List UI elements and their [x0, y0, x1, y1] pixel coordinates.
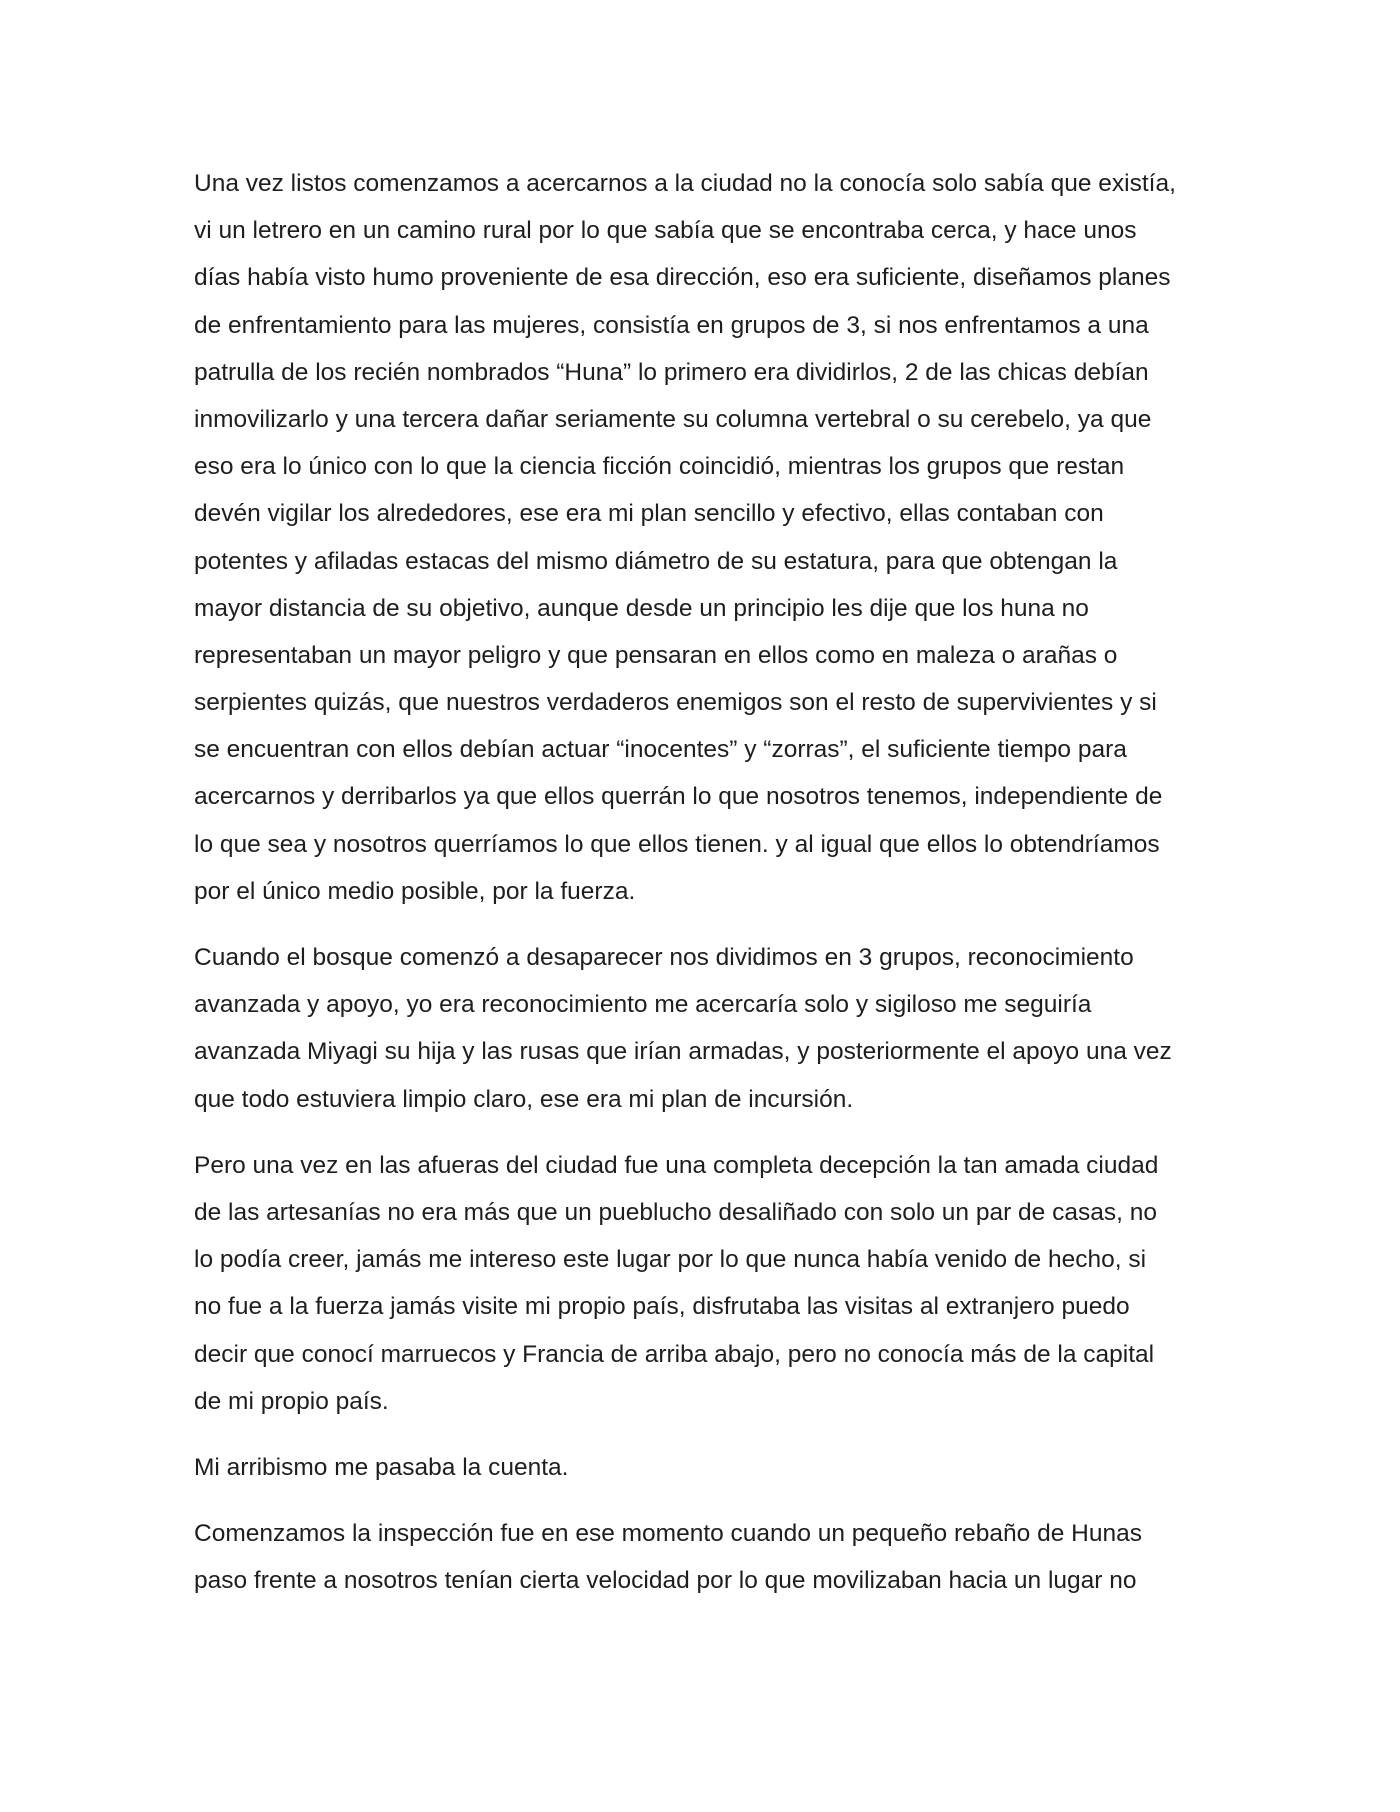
- text-line: decir que conocí marruecos y Francia de arriba abajo, pero no conocía más de la capital: [194, 1340, 1155, 1368]
- text-line: Cuando el bosque comenzó a desaparecer nos dividimos en 3 grupos, reconocimiento: [194, 944, 1134, 971]
- text-line: Mi arribismo me pasaba la cuenta.: [194, 1453, 569, 1481]
- text-line: lo que sea y nosotros querríamos lo que ellos tienen. y al igual que ellos lo obtendríamos: [194, 830, 1160, 858]
- text-line: vi un letrero en un camino rural por lo que sabía que se encontraba cerca, y hace unos: [194, 217, 1137, 245]
- text-line: avanzada Miyagi su hija y las rusas que irían armadas, y posteriormente el apoyo una vez: [194, 1038, 1172, 1066]
- text-line: no fue a la fuerza jamás visite mi propio país, disfrutaba las visitas al extranjero puedo: [194, 1293, 1130, 1321]
- text-line: potentes y afiladas estacas del mismo diámetro de su estatura, para que obtengan la: [194, 547, 1118, 575]
- text-line: acercarnos y derribarlos ya que ellos querrán lo que nosotros tenemos, independiente de: [194, 783, 1163, 811]
- text-line: se encuentran con ellos debían actuar “inocentes” y “zorras”, el suficiente tiempo para: [194, 736, 1127, 764]
- text-line: devén vigilar los alrededores, ese era mi plan sencillo y efectivo, ellas contaban con: [194, 500, 1104, 528]
- text-line: que todo estuviera limpio claro, ese era mi plan de incursión.: [194, 1085, 854, 1113]
- text-line: mayor distancia de su objetivo, aunque desde un principio les dije que los huna no: [194, 594, 1089, 622]
- text-line: de enfrentamiento para las mujeres, consistía en grupos de 3, si nos enfrentamos a una: [194, 311, 1149, 339]
- paragraph: [194, 1142, 1224, 1425]
- text-line: de mi propio país.: [194, 1387, 389, 1415]
- paragraph: [194, 1444, 1224, 1491]
- paragraph: [194, 1510, 1224, 1604]
- text-line: patrulla de los recién nombrados “Huna” lo primero era dividirlos, 2 de las chicas debían: [194, 358, 1149, 386]
- text-line: Una vez listos comenzamos a acercarnos a la ciudad no la conocía solo sabía que existía,: [194, 170, 1176, 197]
- text-line: Pero una vez en las afueras del ciudad fue una completa decepción la tan amada ciudad: [194, 1151, 1159, 1179]
- text-line: avanzada y apoyo, yo era reconocimiento me acercaría solo y sigiloso me seguiría: [194, 991, 1092, 1019]
- text-line: por el único medio posible, por la fuerza.: [194, 877, 636, 905]
- text-line: representaban un mayor peligro y que pensaran en ellos como en maleza o arañas o: [194, 641, 1118, 669]
- text-line: lo podía creer, jamás me intereso este lugar por lo que nunca había venido de hecho, si: [194, 1246, 1147, 1274]
- paragraph: [194, 934, 1224, 1123]
- paragraph: [194, 160, 1224, 915]
- text-line: paso frente a nosotros tenían cierta velocidad por lo que movilizaban hacia un lugar no: [194, 1567, 1137, 1595]
- text-line: de las artesanías no era más que un pueblucho desaliñado con solo un par de casas, no: [194, 1198, 1157, 1226]
- text-line: días había visto humo proveniente de esa dirección, eso era suficiente, diseñamos planes: [194, 264, 1171, 292]
- text-line: eso era lo único con lo que la ciencia ficción coincidió, mientras los grupos que restan: [194, 453, 1125, 481]
- text-line: serpientes quizás, que nuestros verdaderos enemigos son el resto de supervivientes y si: [194, 689, 1157, 717]
- document-body: [194, 160, 1224, 1623]
- text-line: inmovilizarlo y una tercera dañar seriamente su columna vertebral o su cerebelo, ya que: [194, 405, 1152, 433]
- text-line: Comenzamos la inspección fue en ese momento cuando un pequeño rebaño de Hunas: [194, 1520, 1142, 1548]
